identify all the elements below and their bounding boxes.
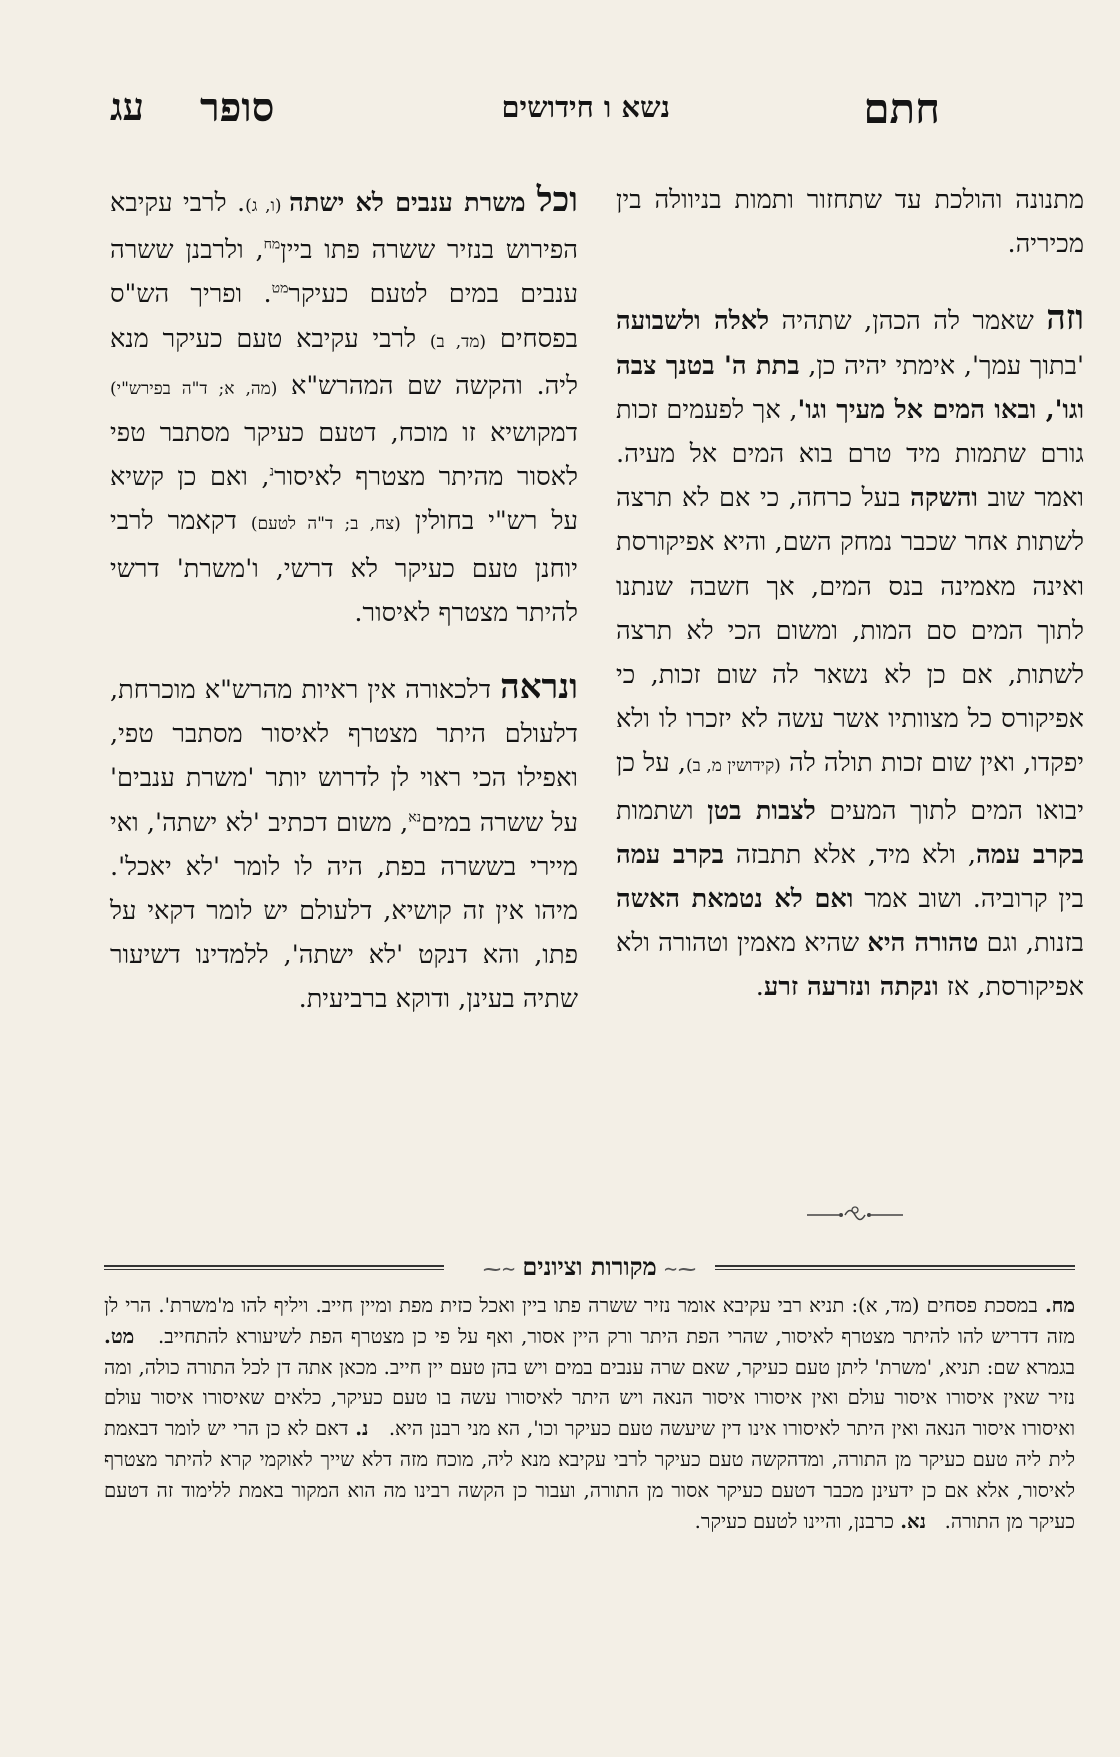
note-label: נ.	[355, 1417, 369, 1441]
footnote-marker: נא	[408, 809, 422, 826]
note-label: נא.	[900, 1509, 926, 1533]
running-header	[110, 84, 940, 134]
notes-title: מקורות וציונים	[522, 1252, 657, 1281]
paragraph: וכל משרת ענבים לא ישתה (ו, ג). לרבי עקיבא הפירוש בנזיר ששרה פתו ביין$^{מח}$, ולרבנן ששרה ענבים במים לטעם כעיקר$^{מט}$. ופריך הש"ס בפסחים (מד, ב) לרבי עקיבא טעם כעיקר מנא ליה. והקשה שם המהרש"א (מה, א; ד"ה בפירש"י) דמקושיא זו מוכח, דטעם כעיקר מסתבר טפי לאסור מהיתר מצטרף לאיסור$^נ$, ואם כן קשיא על רש"י בחולין (צח, ב; ד"ה לטעם) דקאמר לרבי יוחנן טעם כעיקר לא דרשי, ו'משרת' דרשי להיתר מצטרף לאיסור.	[110, 180, 579, 628]
citation: (מד, ב)	[429, 331, 487, 352]
citation: (מה, א; ד"ה בפירש"י)	[110, 378, 278, 399]
footnote-marker: מט	[271, 280, 289, 297]
right-column	[616, 178, 1084, 1010]
header-section: נשא ו חידושים	[501, 90, 670, 124]
lead-word: וכל	[536, 180, 578, 220]
footnote-marker: מח	[263, 236, 281, 253]
citation: (קידושין מ, ב)	[686, 756, 781, 777]
lead-word: וזה	[1046, 298, 1084, 339]
ornament-divider-icon	[805, 1200, 905, 1230]
footnote-marker: נ	[269, 463, 275, 480]
paragraph: ונראה דלכאורה אין ראיות מהרש"א מוכרחת, דלעולם היתר מצטרף לאיסור מסתבר טפי, ואפילו הכי ראוי לן לדרוש יותר 'משרת ענבים' על ששרה במים$^{נא}$, משום דכתיב 'לא ישתה', ואי מיירי בששרה בפת, היה לו לומר 'לא יאכל'. מיהו אין זה קושיא, דלעולם יש לומר דקאי על פתו, והא דנקט 'לא ישתה', ללמדינו דשיעור שתיה בעינן, ודוקא ברביעית.	[110, 667, 578, 1015]
citation: (ו, ג)	[245, 196, 290, 216]
header-sofer: סופר	[200, 84, 275, 131]
source-notes	[104, 1291, 1075, 1537]
note-label: מט.	[104, 1324, 135, 1348]
note-label: מח.	[1044, 1294, 1075, 1317]
flourish-icon: ⁓∽	[656, 1259, 697, 1280]
header-title: חתם	[863, 84, 940, 133]
page-number: עג	[110, 84, 145, 129]
left-column	[110, 178, 578, 1022]
citation: (צח, ב; ד"ה לטעם)	[250, 514, 401, 535]
paragraph: וזה שאמר לה הכהן, שתהיה לאלה ולשבועה 'בתוך עמך', אימתי יהיה כן, בתת ה' בטנך צבה וגו', ובאו המים אל מעיך וגו', אך לפעמים זכות גורם שתמות מיד טרם בוא המים אל מעיה. ואמר שוב והשקה בעל כרחה, כי אם לא תרצה לשתות אחר שכבר נמחק השם, והיא אפיקורסת ואינה מאמינה בנס המים, אך חשבה שנתנו לתוך המים סם המות, ומשום הכי לא תרצה לשתות, אם כן לא נשאר לה שום זכות, כי אפיקורס כל מצוותיו אשר עשה לא יזכרו לו ולא יפקדו, ואין שום זכות תולה לה (קידושין מ, ב), על כן יבואו המים לתוך המעים לצבות בטן ושתמות בקרב עמה, ולא מיד, אלא תתבזה בקרב עמה בין קרוביה. ושוב אמר ואם לא נטמאת האשה בזנות, וגם טהורה היא שהיא מאמין וטהורה ולא אפיקורסת, אז ונקתה ונזרעה זרע.	[616, 298, 1084, 1003]
notes-heading	[104, 1252, 1075, 1282]
paragraph: מתנונה והולכת עד שתחזור ותמות בניוולה בין מכיריה.	[616, 185, 1084, 260]
lead-word: ונראה	[500, 667, 578, 708]
note-block: מח. במסכת פסחים (מד, א): תניא רבי עקיבא אומר נזיר ששרה פתו ביין ואכל כזית מפת ומיין חייב. ויליף להו מ'משרת'. הרי לן מזה דדריש להו להיתר מצטרף לאיסור, שהרי הפת היתר ורק היין אסור, ואף על פי כן מצטרף הפת לשיעורא להתחייב. מט. בגמרא שם: תניא, 'משרת' ליתן טעם כעיקר, שאם שרה ענבים במים ויש בהן טעם יין חייב. מכאן אתה דן לכל התורה כולה, ומה נזיר שאין איסורו איסור עולם ואין איסורו איסור הנאה ויש היתר לאיסורו עשה בו טעם כעיקר, כלאים שאיסורו איסור עולם ואיסורו איסור הנאה ואין היתר לאיסורו אינו דין שיעשה טעם כעיקר וכו', הא מני רבנן היא. נ. דאם לא כן הרי יש לומר דבאמת לית ליה טעם כעיקר מן התורה, ומדהקשה טעם כעיקר לרבי עקיבא מנא ליה, מוכח מזה דלא שייך לאוקמי קרא להיתר מצטרף לאיסור, אלא אם כן ידעינן מכבר דטעם כעיקר אסור מן התורה, ועבור כן הקשה רבינו מה הוא המקור באמת ללימוד זה דטעם כעיקר מן התורה. נא. כרבנן, והיינו לטעם כעיקר.	[104, 1294, 1076, 1533]
flourish-icon: ∽⁓	[482, 1259, 523, 1280]
